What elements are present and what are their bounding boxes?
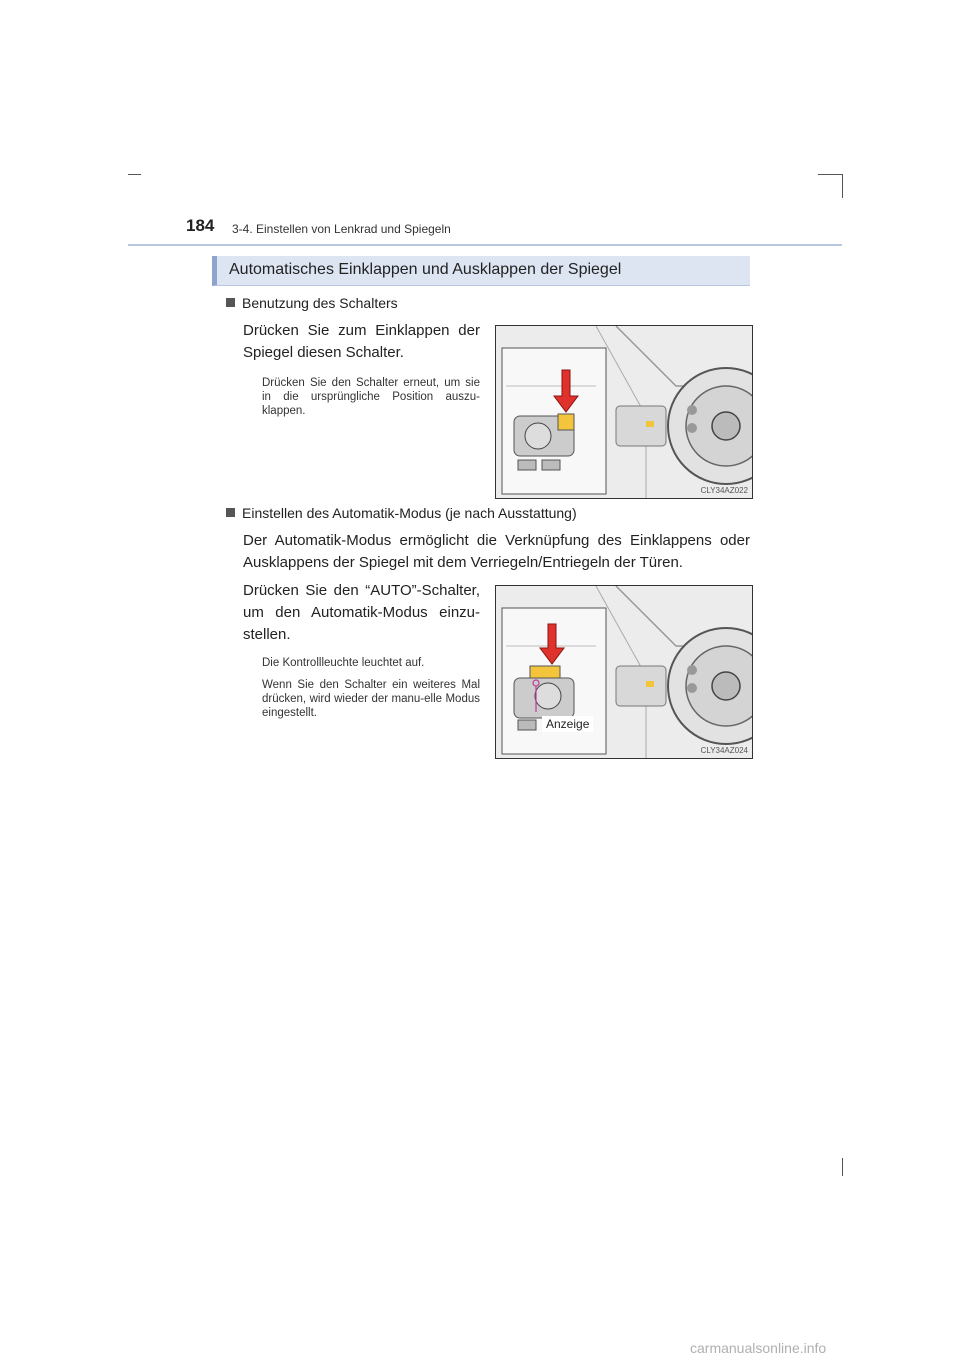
subheading-text: Benutzung des Schalters [242, 295, 398, 311]
note-manual-mode: Wenn Sie den Schalter ein weiteres Mal drücken, wird wieder der manu-elle Modus eingestellt. [262, 679, 480, 719]
subheading-text: Einstellen des Automatik-Modus (je nach Ausstattung) [242, 505, 577, 521]
note-indicator-on: Die Kontrollleuchte leuchtet auf. [262, 657, 425, 669]
note-unfold: Drücken Sie den Schalter erneut, um sie in die ursprüngliche Position auszu-klappen. [262, 377, 480, 417]
indicator-label: Anzeige [542, 716, 593, 732]
paragraph-fold-instruction: Drücken Sie zum Einklappen der Spiegel diesen Schalter. [243, 322, 480, 361]
square-bullet-icon [226, 298, 235, 307]
figure-auto-switch [495, 585, 753, 759]
car-interior-illustration [496, 326, 752, 498]
square-bullet-icon [226, 508, 235, 517]
chapter-title: 3-4. Einstellen von Lenkrad und Spiegeln [232, 222, 451, 236]
header-rule [128, 244, 842, 246]
subheading-switch [226, 295, 398, 311]
car-interior-illustration [496, 586, 752, 758]
crop-mark [842, 1158, 843, 1176]
crop-mark [818, 174, 842, 175]
paragraph-auto-intro: Der Automatik-Modus ermöglicht die Verknüpfung des Einklappens oder Ausklappens der Spiegel mit dem Verriegeln/Entriegeln der Türen. [243, 532, 750, 571]
crop-mark [128, 174, 141, 175]
figure-code: CLY34AZ022 [700, 486, 748, 495]
paragraph-auto-instruction: Drücken Sie den “AUTO”-Schalter, um den Automatik-Modus einzu-stellen. [243, 582, 480, 643]
crop-mark [842, 174, 843, 198]
subheading-auto-mode [226, 505, 577, 521]
figure-code: CLY34AZ024 [700, 746, 748, 755]
section-title: Automatisches Einklappen und Ausklappen der Spiegel [229, 261, 622, 278]
watermark: carmanualsonline.info [690, 1340, 827, 1356]
section-heading [212, 256, 750, 286]
figure-mirror-switch [495, 325, 753, 499]
page-number: 184 [186, 216, 215, 235]
